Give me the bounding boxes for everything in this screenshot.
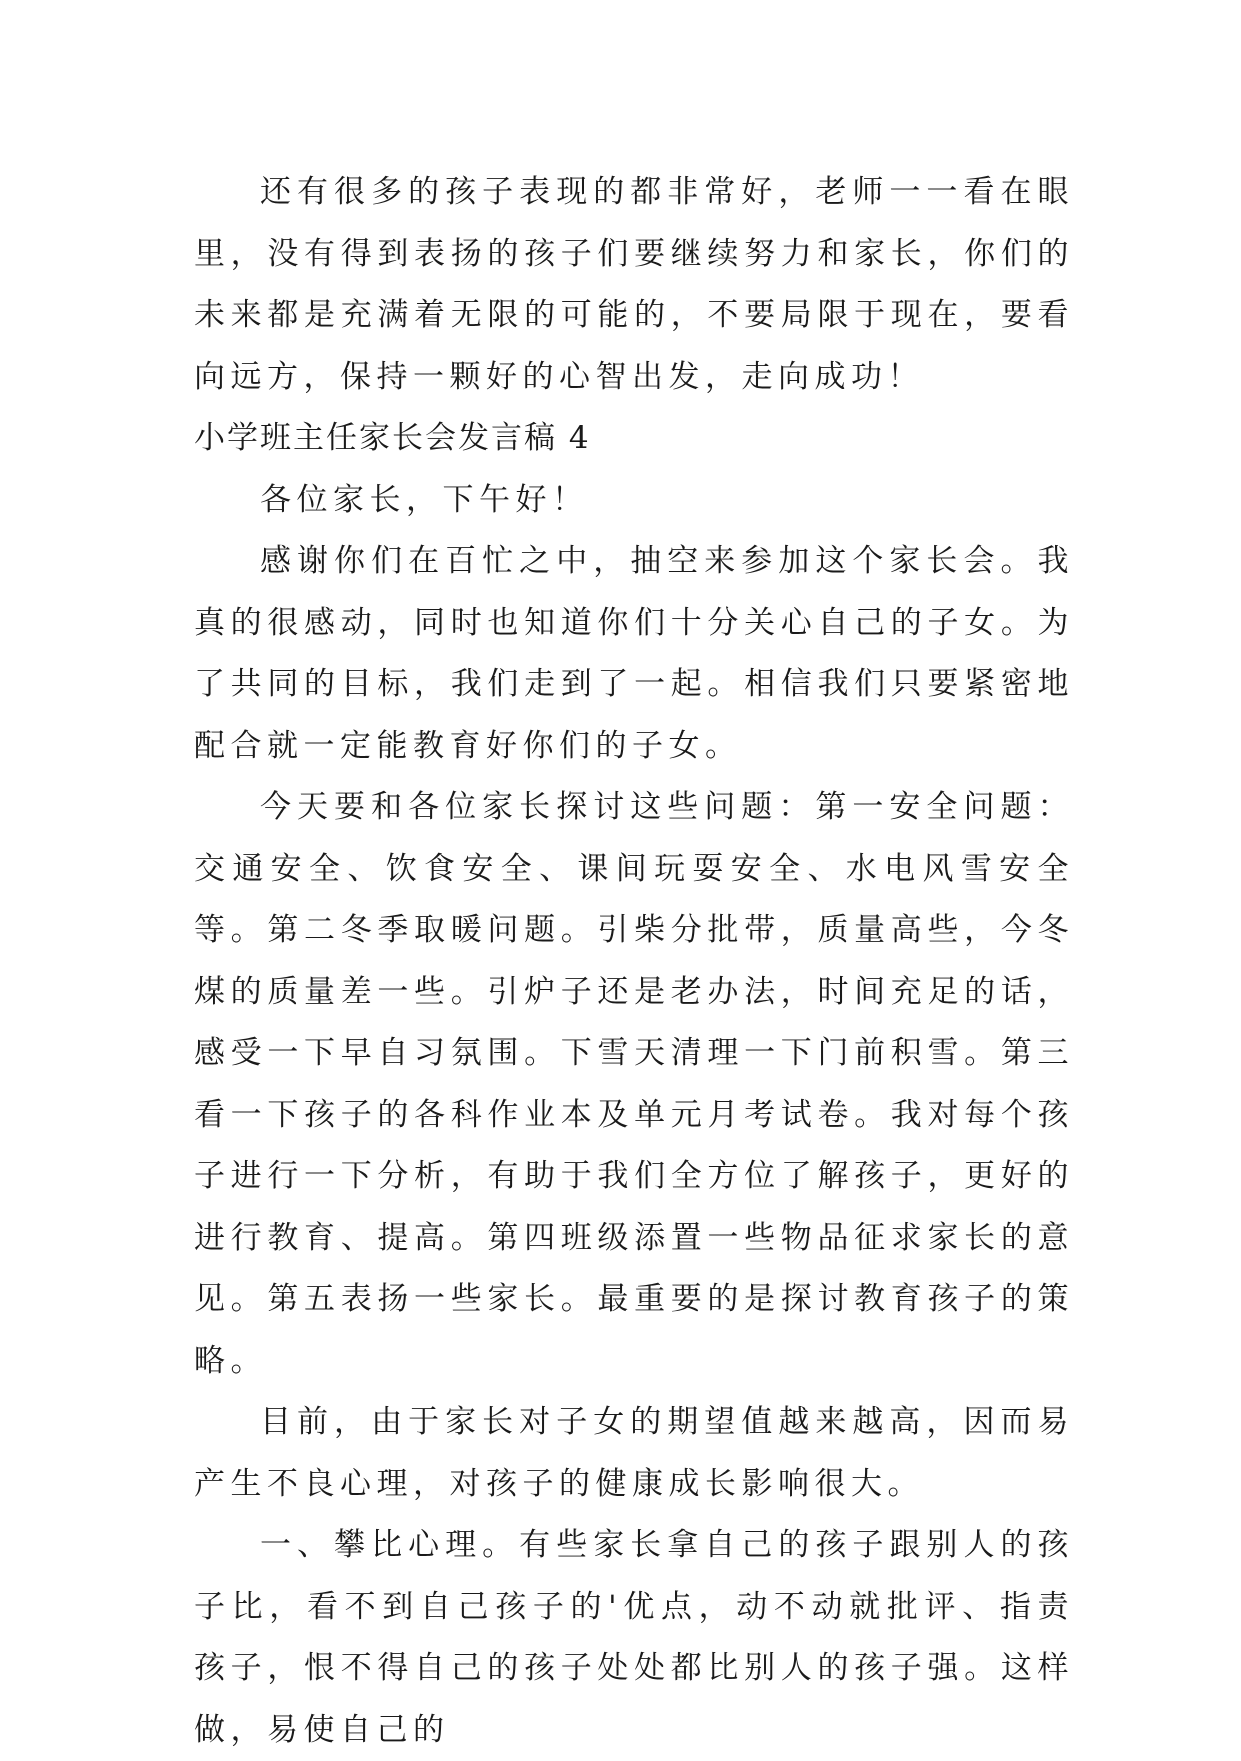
paragraph-thanks: 感谢你们在百忙之中，抽空来参加这个家长会。我真的很感动，同时也知道你们十分关心自己的子女。为了共同的目标，我们走到了一起。相信我们只要紧密地配合就一定能教育好你们的子女。 xyxy=(194,543,1074,764)
paragraph-closing-remarks: 还有很多的孩子表现的都非常好，老师一一看在眼里，没有得到表扬的孩子们要继续努力和家长，你们的未来都是充满着无限的可能的，不要局限于现在，要看向远方，保持一颗好的心智出发，走向成功！ xyxy=(194,174,1074,395)
section-heading: 小学班主任家长会发言稿 4 xyxy=(194,420,591,456)
paragraph-expectations: 目前，由于家长对子女的期望值越来越高，因而易产生不良心理，对孩子的健康成长影响很大。 xyxy=(194,1404,1074,1502)
paragraph-agenda: 今天要和各位家长探讨这些问题：第一安全问题：交通安全、饮食安全、课间玩耍安全、水电风雪安全等。第二冬季取暖问题。引柴分批带，质量高些，今冬煤的质量差一些。引炉子还是老办法，时间充足的话，感受一下早自习氛围。下雪天清理一下门前积雪。第三看一下孩子的各科作业本及单元月考试卷。我对每个孩子进行一下分析，有助于我们全方位了解孩子，更好的进行教育、提高。第四班级添置一些物品征求家长的意见。第五表扬一些家长。最重要的是探讨教育孩子的策略。 xyxy=(194,789,1074,1379)
document-body xyxy=(194,162,1074,1761)
paragraph-comparison-mentality: 一、攀比心理。有些家长拿自己的孩子跟别人的孩子比，看不到自己孩子的'优点，动不动就批评、指责孩子，恨不得自己的孩子处处都比别人的孩子强。这样做，易使自己的 xyxy=(194,1527,1074,1748)
paragraph-greeting: 各位家长，下午好！ xyxy=(260,481,589,518)
